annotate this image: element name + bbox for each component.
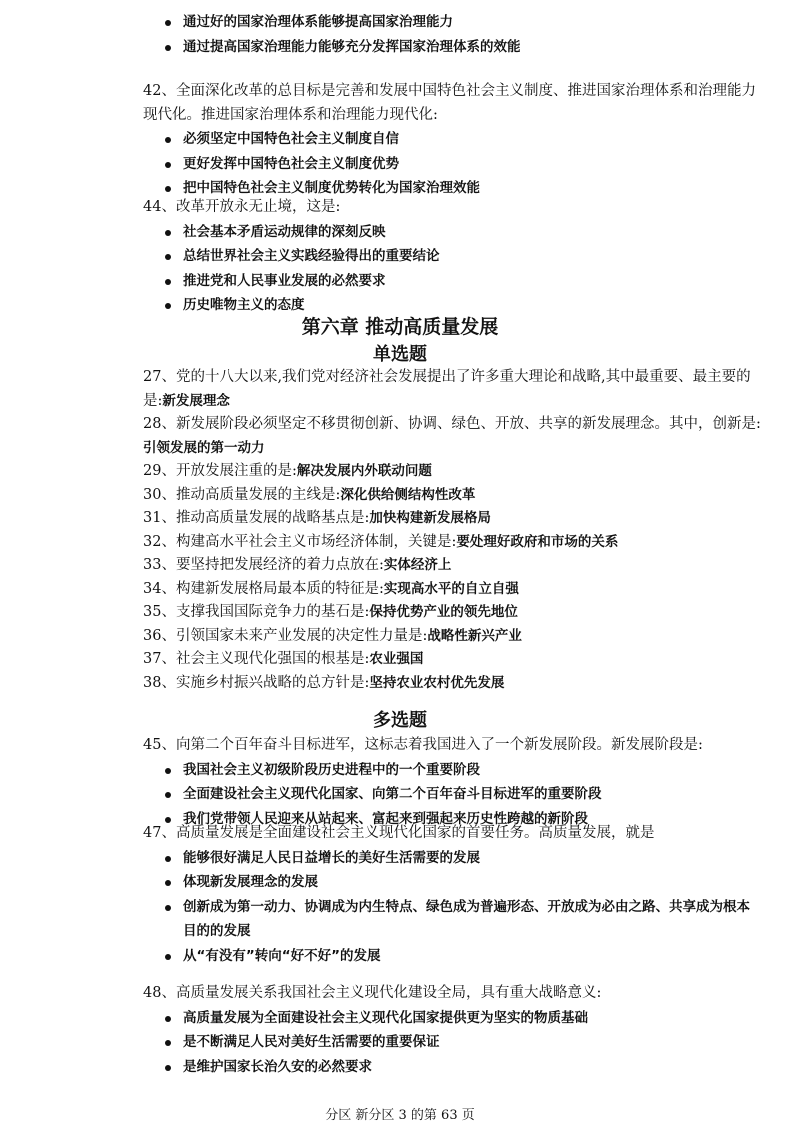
bullet-icon [165,1065,171,1071]
answer: 实体经济上 [383,557,452,573]
list-item: 历史唯物主义的态度 [143,293,763,318]
question-item: 37、社会主义现代化强国的根基是:农业强国 [143,651,424,667]
list-item: 通过好的国家治理体系能够提高国家治理能力 [143,10,763,35]
question-item: 32、构建高水平社会主义市场经济体制，关键是:要处理好政府和市场的关系 [143,533,619,550]
question-48 [143,982,763,1079]
bullet-icon [165,905,171,911]
list-item: 我们党带领人民迎来从站起来、富起来到强起来历史性跨越的新阶段 [143,807,763,832]
list-item: 是不断满足人民对美好生活需要的重要保证 [143,1030,763,1055]
bullet-icon [165,186,171,192]
question-text: 44、改革开放永无止境，这是: [143,199,341,215]
list-item: 全面建设社会主义现代化国家、向第二个百年奋斗目标进军的重要阶段 [143,782,763,807]
list-item: 把中国特色社会主义制度优势转化为国家治理效能 [143,176,763,201]
top-bullet-list [143,10,763,59]
question-item: 33、要坚持把发展经济的着力点放在:实体经济上 [143,557,452,573]
list-item: 通过提高国家治理能力能够充分发挥国家治理体系的效能 [143,35,763,60]
chapter-title: 第六章 推动高质量发展 [301,316,499,338]
answer: 坚持农业农村优先发展 [369,674,505,691]
answer: 深化供给侧结构性改革 [340,486,476,503]
bullet-icon [165,20,171,26]
bullet-icon [165,954,171,960]
list-item: 必须坚定中国特色社会主义制度自信 [143,127,763,152]
list-item: 从“有没有”转向“好不好”的发展 [143,944,763,969]
question-item: 35、支撑我国国际竞争力的基石是:保持优势产业的领先地位 [143,604,518,620]
question-text: 48、高质量发展关系我国社会主义现代化建设全局，具有重大战略意义: [143,985,602,1001]
bullet-icon [165,162,171,168]
bullet-icon [165,1016,171,1022]
bullet-icon [165,230,171,236]
question-44 [143,196,763,318]
page-footer: 分区 新分区 3 的第 63 页 [325,1108,475,1123]
answer: 战略性新兴产业 [427,627,522,644]
question-item: 28、新发展阶段必须坚定不移贯彻创新、协调、绿色、开放、共享的新发展理念。其中，创新是:引领发展的第一动力 [143,416,761,456]
question-item: 34、构建新发展格局最本质的特征是:实现高水平的自立自强 [143,580,519,597]
question-text: 47、高质量发展是全面建设社会主义现代化国家的首要任务。高质量发展，就是 [143,825,655,841]
answer: 实现高水平的自立自强 [383,580,519,597]
question-text: 45、向第二个百年奋斗目标进军，这标志着我国进入了一个新发展阶段。新发展阶段是: [143,737,703,753]
answer: 引领发展的第一动力 [143,439,265,456]
answer: 要处理好政府和市场的关系 [456,533,619,550]
list-item: 能够很好满足人民日益增长的美好生活需要的发展 [143,846,763,871]
single-choice-list [143,366,763,695]
bullet-icon [165,254,171,260]
question-text: 42、全面深化改革的总目标是完善和发展中国特色社会主义制度、推进国家治理体系和治理能力现代化。推进国家治理体系和治理能力现代化: [143,83,756,123]
question-item: 29、开放发展注重的是:解决发展内外联动问题 [143,463,432,479]
question-42 [143,80,763,201]
answer: 解决发展内外联动问题 [296,463,432,479]
question-item: 31、推动高质量发展的战略基点是:加快构建新发展格局 [143,510,491,526]
list-item: 我国社会主义初级阶段历史进程中的一个重要阶段 [143,758,763,783]
question-item: 30、推动高质量发展的主线是:深化供给侧结构性改革 [143,486,476,503]
bullet-icon [165,137,171,143]
bullet-icon [165,856,171,862]
list-item: 更好发挥中国特色社会主义制度优势 [143,152,763,177]
question-item: 36、引领国家未来产业发展的决定性力量是:战略性新兴产业 [143,627,522,644]
bullet-icon [165,303,171,309]
multi-choice-heading: 多选题 [373,710,427,731]
question-45 [143,734,763,831]
list-item: 高质量发展为全面建设社会主义现代化国家提供更为坚实的物质基础 [143,1006,763,1031]
list-item: 总结世界社会主义实践经验得出的重要结论 [143,244,763,269]
bullet-icon [165,1040,171,1046]
answer: 新发展理念 [162,392,230,409]
question-47 [143,822,763,968]
question-item: 27、党的十八大以来,我们党对经济社会发展提出了许多重大理论和战略,其中最重要、最主要的是:新发展理念 [143,369,751,409]
answer: 保持优势产业的领先地位 [369,604,518,620]
bullet-icon [165,880,171,886]
bullet-icon [165,768,171,774]
answer: 加快构建新发展格局 [369,510,491,526]
bullet-icon [165,792,171,798]
list-item: 是维护国家长治久安的必然要求 [143,1055,763,1080]
list-item: 体现新发展理念的发展 [143,870,763,895]
answer: 农业强国 [369,651,424,667]
bullet-icon [165,279,171,285]
question-item: 38、实施乡村振兴战略的总方针是:坚持农业农村优先发展 [143,674,505,691]
list-item: 社会基本矛盾运动规律的深刻反映 [143,220,763,245]
list-item: 推进党和人民事业发展的必然要求 [143,269,763,294]
list-item: 创新成为第一动力、协调成为内生特点、绿色成为普遍形态、开放成为必由之路、共享成为根本目的的发展 [143,895,763,944]
bullet-icon [165,45,171,51]
single-choice-heading: 单选题 [373,344,427,365]
